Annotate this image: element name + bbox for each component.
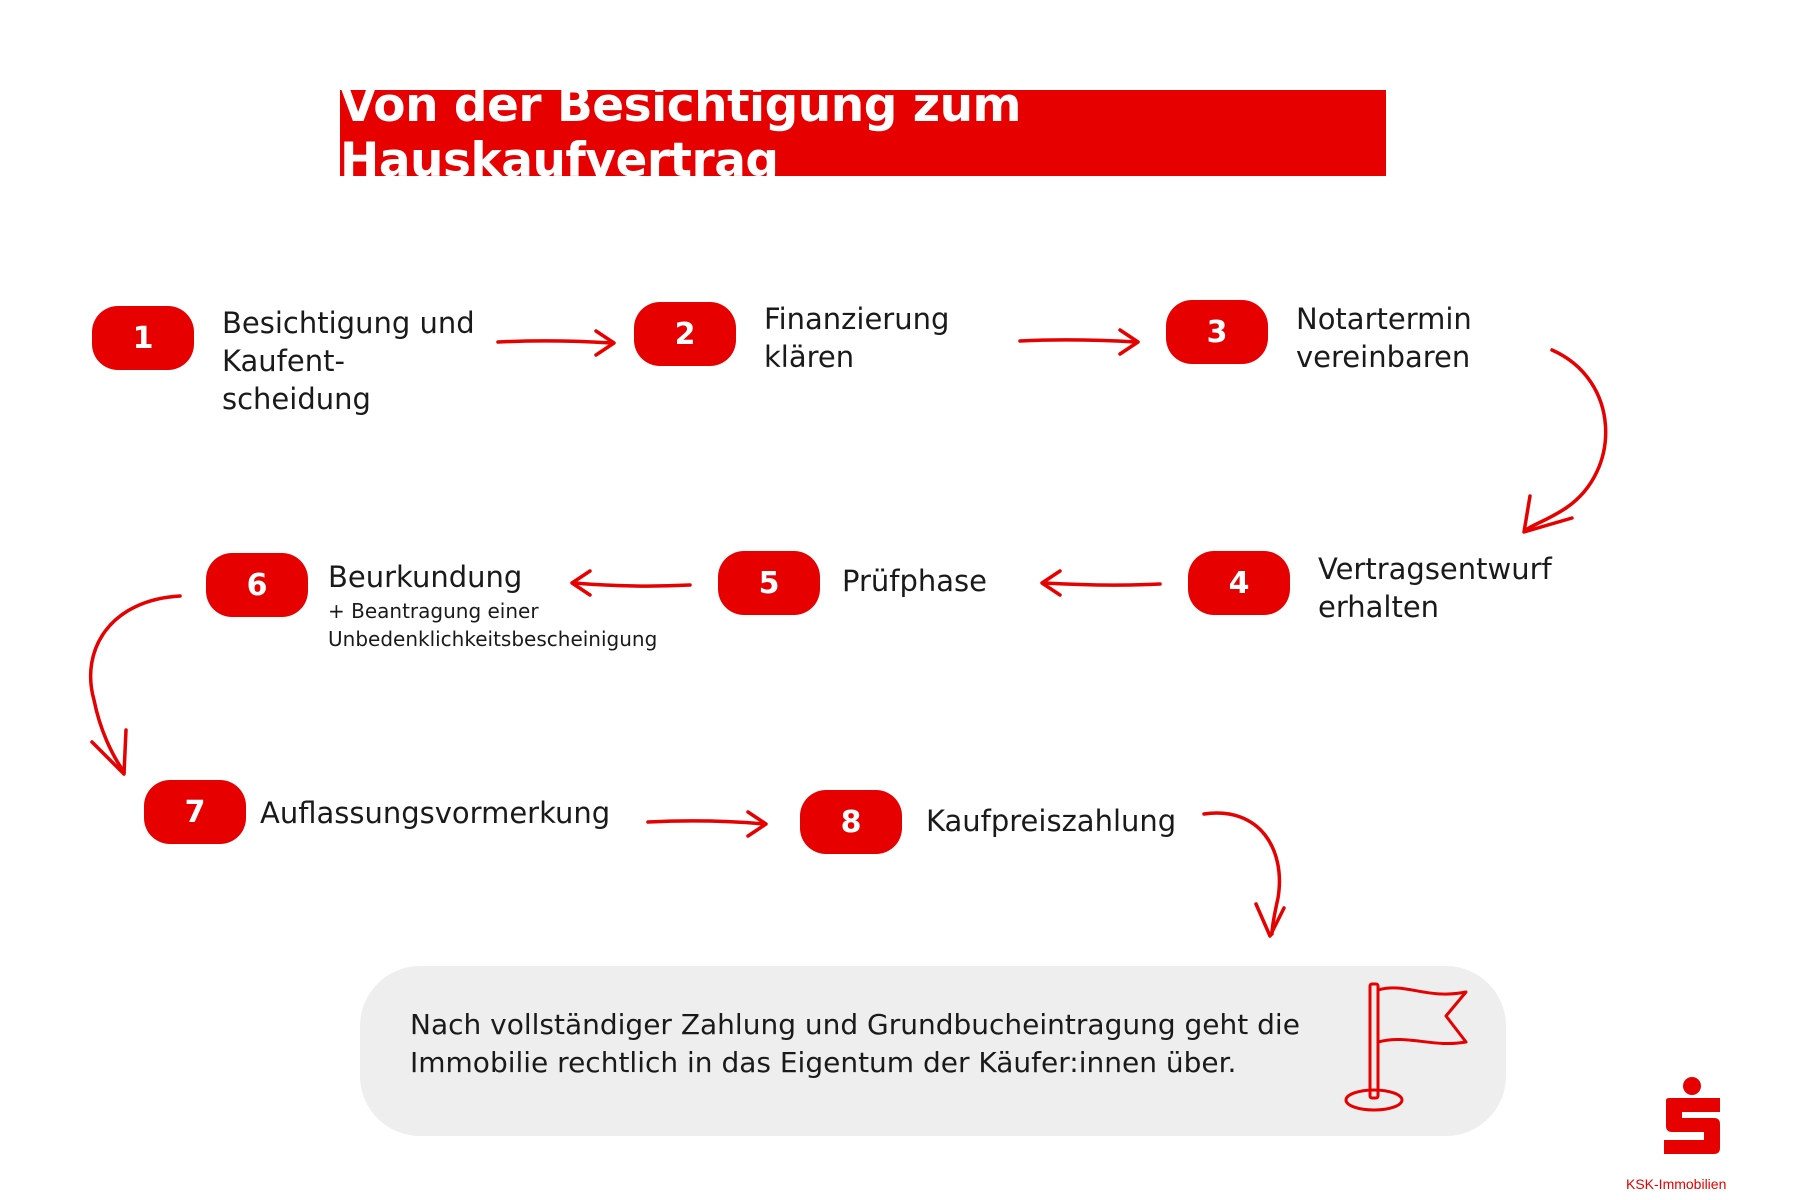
step-1-label-line: Besichtigung und	[222, 306, 475, 340]
step-2-label	[764, 300, 949, 376]
arrow-8-to-final	[1204, 813, 1284, 936]
step-5-label-line: Prüfphase	[842, 564, 987, 598]
step-7-badge	[144, 780, 246, 844]
final-result-text	[410, 1006, 1300, 1082]
step-8-label	[926, 802, 1176, 840]
step-5-number: 5	[758, 565, 780, 601]
step-8-number: 8	[840, 804, 862, 840]
step-3-number: 3	[1206, 314, 1228, 350]
logo-text: KSK-Immobilien	[1626, 1176, 1727, 1192]
flag-icon	[1336, 976, 1476, 1126]
step-6-sublabel	[328, 597, 657, 653]
step-7-label	[260, 794, 610, 832]
final-text-line: Nach vollständiger Zahlung und Grundbucheintragung geht die	[410, 1008, 1300, 1041]
step-5-label	[842, 562, 987, 600]
step-1-badge	[92, 306, 194, 370]
step-4-badge	[1188, 551, 1290, 615]
step-2-badge	[634, 302, 736, 366]
step-6-number: 6	[246, 567, 268, 603]
step-7-number: 7	[184, 794, 206, 830]
step-1-label	[222, 304, 475, 418]
step-6-label	[328, 558, 522, 596]
step-1-label-line: scheidung	[222, 382, 371, 416]
arrow-6-to-7	[91, 596, 180, 774]
arrow-1-to-2	[498, 331, 614, 355]
step-6-sublabel-line: + Beantragung einer	[328, 599, 539, 623]
step-2-label-line: klären	[764, 340, 855, 374]
arrow-4-to-5	[1042, 571, 1160, 595]
step-2-number: 2	[674, 316, 696, 352]
step-3-label-line: Notartermin	[1296, 302, 1472, 336]
arrow-5-to-6	[572, 571, 690, 595]
step-3-badge	[1166, 300, 1268, 364]
step-1-label-line: Kaufent-	[222, 344, 345, 378]
step-4-label-line: Vertragsentwurf	[1318, 552, 1552, 586]
page-title: Von der Besichtigung zum Hauskaufvertrag	[340, 78, 1022, 188]
step-6-badge	[206, 553, 308, 617]
step-3-label	[1296, 300, 1472, 376]
step-5-badge	[718, 551, 820, 615]
step-7-label-line: Auflassungsvormerkung	[260, 796, 611, 830]
step-8-label-line: Kaufpreiszahlung	[926, 804, 1177, 838]
step-8-badge	[800, 790, 902, 854]
step-4-label-line: erhalten	[1318, 590, 1440, 624]
step-4-label	[1318, 550, 1552, 626]
step-3-label-line: vereinbaren	[1296, 340, 1471, 374]
arrow-3-to-4	[1524, 350, 1606, 532]
arrow-2-to-3	[1020, 330, 1138, 354]
step-4-number: 4	[1228, 565, 1250, 601]
step-2-label-line: Finanzierung	[764, 302, 950, 336]
sparkasse-logo	[1660, 1076, 1724, 1160]
final-text-line: Immobilie rechtlich in das Eigentum der Käufer:innen über.	[410, 1046, 1237, 1079]
step-6-label-line: Beurkundung	[328, 560, 523, 594]
step-1-number: 1	[132, 320, 154, 356]
arrow-7-to-8	[648, 812, 766, 836]
step-6-sublabel-line: Unbedenklichkeitsbescheinigung	[328, 627, 658, 651]
